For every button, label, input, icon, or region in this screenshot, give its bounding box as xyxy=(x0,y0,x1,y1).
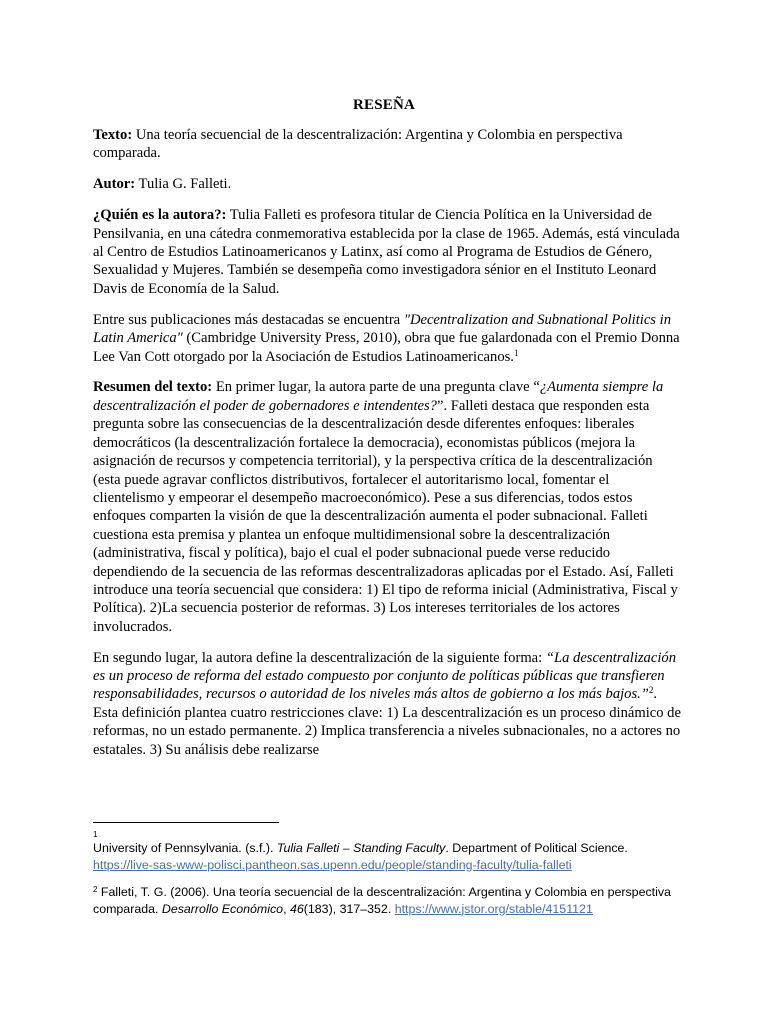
autor-paragraph xyxy=(93,175,683,193)
segundo-quote: “La descentralización es un proceso de reforma del estado compuesto por conjunto de políticas públicas que transfieren responsabilidades, recursos o autoridad de los niveles más altos de gobierno a los más bajos.” xyxy=(93,649,676,703)
quien-label: ¿Quién es la autora?: xyxy=(93,207,227,224)
document-body xyxy=(93,126,683,772)
quien-value: Tulia Falleti es profesora titular de Ciencia Política en la Universidad de Pensilvania, en una cátedra conmemorativa establecida por la clase de 1965. Además, está vinculada al Centro de Estudios Latinoamericanos y Latinx, así como al Programa de Estudios de Género, Sexualidad y Mujeres. También se desempeña como investigadora sénior en el Instituto Leonard Davis de Economía de la Salud. xyxy=(93,207,680,297)
footnote-ref-1[interactable]: 1 xyxy=(513,347,519,358)
footnote-2-pre: Falleti, T. G. (2006). Una teoría secuencial de la descentralización: Argentina y Colombia en perspectiva comparada. xyxy=(93,885,671,916)
resumen-question: ¿Aumenta siempre la descentralización el poder de gobernadores e intendentes? xyxy=(93,379,664,414)
footnote-1 xyxy=(93,830,683,873)
segundo-paragraph xyxy=(93,649,683,759)
footnote-2-italic-journal: Desarrollo Económico xyxy=(161,901,284,916)
texto-value: Una teoría secuencial de la descentralización: Argentina y Colombia en perspectiva comparada. xyxy=(93,127,623,162)
footnote-2-mark: 2 xyxy=(93,885,98,894)
resumen-pre: En primer lugar, la autora parte de una pregunta clave “ xyxy=(212,379,540,396)
quien-paragraph xyxy=(93,206,683,298)
footnotes xyxy=(93,830,683,928)
segundo-pre: En segundo lugar, la autora define la descentralización de la siguiente forma: xyxy=(93,649,546,666)
footnote-1-pre: University of Pennsylvania. (s.f.). xyxy=(93,841,277,855)
footnote-2-mid: , xyxy=(283,901,290,916)
footnote-divider xyxy=(93,822,279,823)
footnote-2-italic-volume: 46 xyxy=(289,901,304,916)
publicaciones-italic: "Decentralization and Subnational Politics in Latin America" xyxy=(93,311,671,347)
segundo-post: . Esta definición plantea cuatro restricciones clave: 1) La descentralización es un proceso dinámico de reformas, no un estado permanente. 2) Implica transferencia a niveles subnacionales, no a actores no estatales. 3) Su análisis debe realizarse xyxy=(93,686,681,758)
texto-label: Texto: xyxy=(93,127,133,143)
footnote-ref-2[interactable]: 2 xyxy=(648,685,654,696)
resumen-paragraph xyxy=(93,378,683,636)
publicaciones-post: (Cambridge University Press, 2010), obra que fue galardonada con el Premio Donna Lee Van Cott otorgado por la Asociación de Estudios Latinoamericanos. xyxy=(93,330,680,365)
autor-value: Tulia G. Falleti. xyxy=(135,176,232,193)
resumen-label: Resumen del texto: xyxy=(93,379,213,396)
resumen-post: ”. Falleti destaca que responden esta pregunta sobre las consecuencias de la descentralización desde diferentes enfoques: liberales democráticos (la descentralización fortalece la democracia), economistas públicos (mejora la asignación de recursos y competencia territorial), y la perspectiva crítica de la descentralización (esta puede agravar conflictos distributivos, fortalecer el autoritarismo local, fomentar el clientelismo y empeorar el desempeño macroeconómico). Pese a sus diferencias, todos estos enfoques comparten la visión de que la descentralización aumenta el poder subnacional. Falleti cuestiona esta premisa y plantea un enfoque multidimensional sobre la descentralización (administrativa, fiscal y política), bajo el cual el poder subnacional puede verse reducido dependiendo de la secuencia de las reformas descentralizadoras aplicadas por el Estado. Así, Falleti introduce una teoría secuencial que considera: 1) El tipo de reforma inicial (Administrativa, Fiscal y Política). 2)La secuencia posterior de reformas. 3) Los intereses territoriales de los actores involucrados. xyxy=(93,397,678,635)
footnote-1-italic: Tulia Falleti – Standing Faculty xyxy=(276,841,446,855)
footnote-1-post: . Department of Political Science. xyxy=(445,841,628,855)
page-title: RESEÑA xyxy=(352,97,416,113)
autor-label: Autor: xyxy=(93,176,136,193)
publicaciones-paragraph xyxy=(93,311,683,366)
footnote-1-link[interactable]: https://live-sas-www-polisci.pantheon.sas.upenn.edu/people/standing-faculty/tulia-falleti xyxy=(93,857,572,872)
publicaciones-pre: Entre sus publicaciones más destacadas se encuentra xyxy=(93,311,404,328)
footnote-2-link[interactable]: https://www.jstor.org/stable/4151121 xyxy=(394,901,593,916)
footnote-1-mark: 1 xyxy=(93,830,98,839)
footnote-2 xyxy=(93,884,683,917)
texto-paragraph xyxy=(93,126,683,163)
footnote-2-post: (183), 317–352. xyxy=(303,901,395,916)
